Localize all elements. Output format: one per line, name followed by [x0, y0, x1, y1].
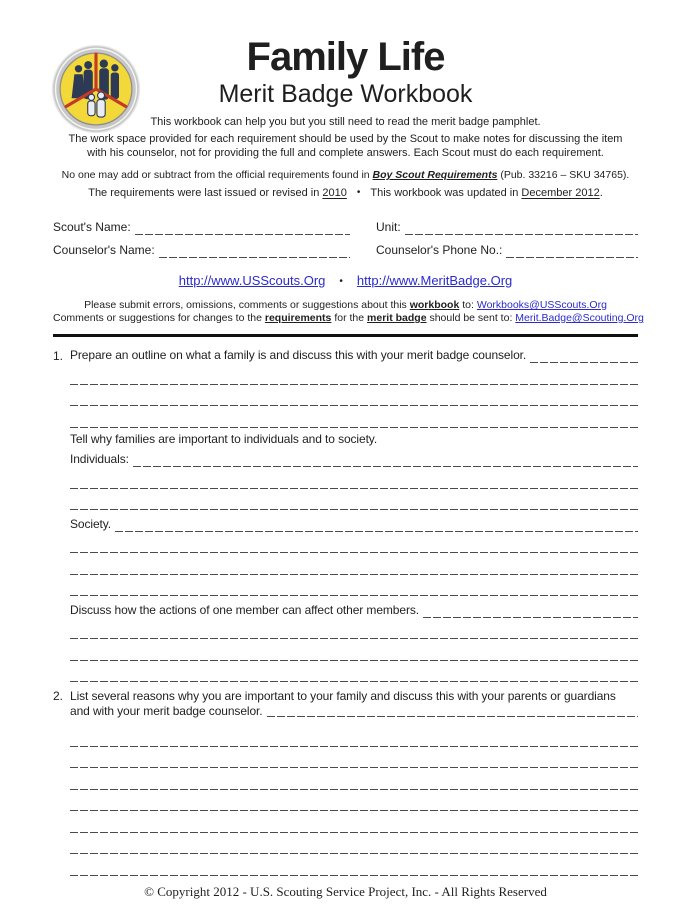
requirement-1-text: Prepare an outline on what a family is and discuss this with your merit badge counselor.: [70, 348, 527, 362]
answer-line[interactable]: [70, 811, 638, 833]
updated-prefix: This workbook was updated in: [370, 187, 519, 199]
answer-line[interactable]: [70, 854, 638, 876]
counselor-name-label: Counselor's Name:: [53, 243, 155, 257]
society-label: Society.: [70, 516, 111, 531]
answer-line[interactable]: [70, 575, 638, 597]
field-row-2: [53, 235, 638, 258]
note3-prefix: No one may add or subtract from the official requirements found in: [61, 169, 370, 181]
period: .: [599, 187, 603, 199]
answer-line[interactable]: [115, 519, 638, 532]
answer-line[interactable]: [70, 747, 638, 769]
answer-line[interactable]: [70, 489, 638, 511]
workspace-note: The work space provided for each requirement should be used by the Scout to make notes for discussing the item with his counselor, not for providing the full and complete answers. Each Scout must do each requirement.: [68, 133, 623, 159]
scout-name-label: Scout's Name:: [53, 220, 131, 234]
requirement-1-sub-prompt: Tell why families are important to individuals and to society.: [70, 431, 378, 446]
unit-label: Unit:: [376, 220, 401, 234]
answer-line[interactable]: [70, 833, 638, 855]
answer-line[interactable]: [133, 454, 638, 467]
answer-line[interactable]: [70, 385, 638, 407]
requirement-2-prompt: [53, 689, 638, 719]
revision-prefix: The requirements were last issued or revised in: [88, 187, 320, 199]
individuals-label: Individuals:: [70, 452, 129, 466]
requirements-emphasis: requirements: [264, 312, 332, 324]
answer-line[interactable]: [530, 350, 638, 363]
changes-mid: for the: [334, 312, 365, 324]
changes-suffix: should be sent to:: [429, 312, 513, 324]
requirement-2-text: List several reasons why you are important to your family and discuss this with your parents or guardians and with your merit badge counselor.: [70, 689, 616, 718]
badge-svg: [50, 40, 142, 138]
counselor-name-field: [53, 243, 350, 258]
merit-badge-email-link[interactable]: Merit.Badge@Scouting.Org: [515, 312, 644, 324]
requirement-1-number: 1.: [53, 349, 63, 363]
submit-errors-note: [53, 299, 638, 312]
field-row-1: [53, 212, 638, 235]
individuals-answer-area: [70, 467, 638, 510]
counselor-phone-field: [376, 243, 638, 258]
identity-fields: [53, 212, 638, 258]
answer-line[interactable]: [70, 790, 638, 812]
answer-line[interactable]: [70, 618, 638, 640]
boy-scout-requirements-title: Boy Scout Requirements: [372, 169, 498, 181]
scout-name-field: [53, 220, 350, 235]
website-links: [53, 273, 638, 290]
copyright-footer: © Copyright 2012 - U.S. Scouting Service Project, Inc. - All Rights Reserved: [144, 883, 547, 899]
answer-line[interactable]: [70, 639, 638, 661]
workbooks-email-link[interactable]: Workbooks@USScouts.Org: [476, 299, 607, 311]
unit-input-line[interactable]: [405, 222, 638, 235]
society-answer-area: [70, 532, 638, 597]
unit-field: [376, 220, 638, 235]
society-row: [70, 510, 638, 532]
merit-badge-emphasis: merit badge: [367, 312, 427, 324]
workbook-emphasis: workbook: [409, 299, 460, 311]
answer-line[interactable]: [70, 661, 638, 683]
answer-line[interactable]: [423, 605, 638, 618]
updated-date: December 2012: [521, 187, 600, 199]
changes-prefix: Comments or suggestions for changes to the: [53, 312, 262, 324]
discuss-prompt: Discuss how the actions of one member can affect other members.: [70, 602, 419, 617]
scout-name-input-line[interactable]: [135, 222, 350, 235]
meritbadge-link[interactable]: http://www.MeritBadge.Org: [356, 273, 513, 288]
answer-line[interactable]: [70, 532, 638, 554]
submit-to: to:: [462, 299, 474, 311]
family-life-merit-badge-icon: [50, 40, 142, 138]
bullet-separator: •: [356, 187, 361, 198]
submit-prefix: Please submit errors, omissions, comments or suggestions about this: [84, 299, 407, 311]
answer-line[interactable]: [70, 467, 638, 489]
requirement-2-body: [70, 689, 638, 719]
answer-line[interactable]: [70, 406, 638, 428]
discuss-row: [70, 596, 638, 618]
requirement-1: [53, 345, 638, 682]
answer-line[interactable]: [70, 725, 638, 747]
page-title: Family Life: [246, 35, 445, 79]
requirement-1-answer-area: [70, 363, 638, 428]
note3-suffix: (Pub. 33216 – SKU 34765).: [500, 169, 630, 181]
usscouts-link[interactable]: http://www.USScouts.Org: [178, 273, 326, 288]
counselor-phone-input-line[interactable]: [506, 245, 638, 258]
answer-line[interactable]: [70, 363, 638, 385]
individuals-row: [70, 446, 638, 468]
requirement-2: [53, 689, 638, 876]
revision-year: 2010: [322, 187, 347, 199]
answer-line[interactable]: [70, 553, 638, 575]
revision-note: [53, 186, 638, 200]
discuss-answer-area: [70, 618, 638, 683]
section-divider: [53, 334, 638, 337]
changes-note: [53, 312, 644, 325]
page-subtitle: Merit Badge Workbook: [218, 80, 473, 108]
requirement-1-prompt: [53, 345, 638, 363]
pamphlet-note: This workbook can help you but you still need to read the merit badge pamphlet.: [150, 116, 541, 128]
answer-line[interactable]: [70, 768, 638, 790]
counselor-phone-label: Counselor's Phone No.:: [376, 243, 503, 257]
counselor-name-input-line[interactable]: [159, 245, 350, 258]
requirements-source-note: [53, 168, 638, 182]
answer-line[interactable]: [267, 714, 638, 717]
requirement-2-number: 2.: [53, 689, 63, 703]
requirement-2-answer-area: [70, 725, 638, 876]
bullet-separator: •: [339, 276, 343, 287]
